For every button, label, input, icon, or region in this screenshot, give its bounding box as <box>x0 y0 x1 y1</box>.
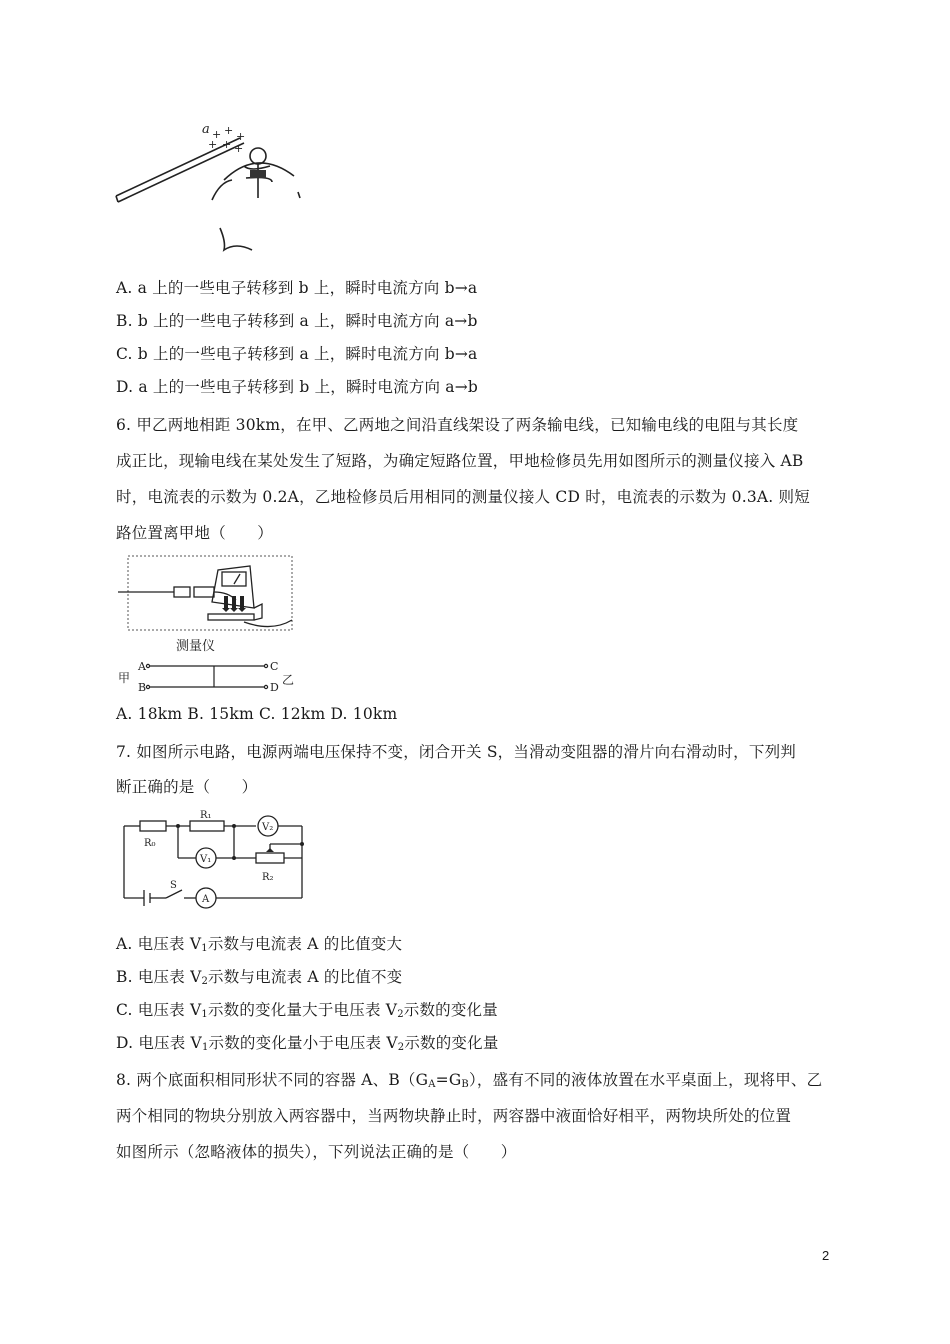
label-r0: R₀ <box>144 838 156 849</box>
q7-option-c-text-2: 示数的变化量大于电压表 V <box>207 1001 398 1019</box>
q7-option-d-text-3: 示数的变化量 <box>404 1034 499 1052</box>
label-v1: V₁ <box>200 854 212 865</box>
electroscope-figure <box>112 118 312 263</box>
q8-stem-line-3: 如图所示（忽略液体的损失），下列说法正确的是（ ） <box>116 1143 517 1161</box>
q7-option-a-text: A. 电压表 V <box>116 935 202 953</box>
svg-text:+: + <box>234 142 244 155</box>
q7-option-c-text: C. 电压表 V <box>116 1001 202 1019</box>
q5-option-c: C. b 上的一些电子转移到 a 上，瞬时电流方向 b→a <box>116 345 478 363</box>
q8-stem-line-2: 两个相同的物块分别放入两容器中，当两物块静止时，两容器中液面恰好相平，两物块所处的位置 <box>116 1107 792 1125</box>
svg-text:+: + <box>236 130 246 143</box>
label-jia: 甲 <box>118 671 131 685</box>
q7-option-a-sub: 1 <box>201 943 208 954</box>
q7-option-c-text-3: 示数的变化量 <box>403 1001 498 1019</box>
q7-stem-line-1: 7. 如图所示电路，电源两端电压保持不变，闭合开关 S，当滑动变阻器的滑片向右滑动时，下列判 <box>116 743 796 761</box>
svg-text:+: + <box>208 138 218 151</box>
label-r2: R₂ <box>262 872 274 883</box>
charge-label-a: a <box>202 122 210 137</box>
q7-option-c-sub: 1 <box>201 1009 208 1020</box>
measuring-instrument-figure <box>112 552 302 700</box>
circuit-figure <box>116 806 316 914</box>
q7-option-a <box>116 932 402 954</box>
q7-option-d <box>116 1031 499 1053</box>
label-ammeter: A <box>202 894 210 905</box>
terminal-label-c: C <box>270 660 279 673</box>
q7-option-b-sub: 2 <box>201 976 209 987</box>
q6-stem-line-4: 路位置离甲地（ ） <box>116 524 274 542</box>
q6-stem-line-2: 成正比，现输电线在某处发生了短路，为确定短路位置，甲地检修员先用如图所示的测量仪接入 AB <box>116 452 804 470</box>
q7-option-d-sub-2: 2 <box>397 1042 405 1053</box>
q8-line1-text: 8. 两个底面积相同形状不同的容器 A、B（G <box>116 1071 429 1089</box>
q7-option-c-sub-2: 2 <box>397 1009 404 1020</box>
q5-option-d: D. a 上的一些电子转移到 b 上，瞬时电流方向 a→b <box>116 378 479 396</box>
q8-line1-text-3: ），盛有不同的液体放置在水平桌面上，现将甲、乙 <box>468 1071 823 1089</box>
q7-option-d-text-2: 示数的变化量小于电压表 V <box>208 1034 398 1052</box>
q8-sub-a: A <box>428 1079 436 1090</box>
label-yi: 乙 <box>282 673 295 687</box>
q8-line1-text-2: =G <box>435 1071 462 1089</box>
terminal-label-b: B <box>138 681 147 694</box>
q8-stem-line-1 <box>116 1068 822 1090</box>
q7-option-d-sub: 1 <box>201 1042 209 1053</box>
q7-stem-line-2: 断正确的是（ ） <box>116 778 258 796</box>
q7-option-b <box>116 965 402 987</box>
q6-options: A. 18km B. 15km C. 12km D. 10km <box>116 705 398 723</box>
svg-text:+: + <box>224 124 234 137</box>
label-v2: V₂ <box>262 822 274 833</box>
svg-text:+: + <box>212 128 222 141</box>
q6-stem-line-1: 6. 甲乙两地相距 30km，在甲、乙两地之间沿直线架设了两条输电线，已知输电线的电阻与其长度 <box>116 416 799 434</box>
q5-option-a: A. a 上的一些电子转移到 b 上，瞬时电流方向 b→a <box>116 279 478 297</box>
q7-option-d-text: D. 电压表 V <box>116 1034 202 1052</box>
q7-option-a-text-2: 示数与电流表 A 的比值变大 <box>207 935 403 953</box>
page-number: 2 <box>822 1248 830 1263</box>
terminal-label-d: D <box>270 681 279 694</box>
svg-text:+: + <box>222 138 232 151</box>
q6-stem-line-3: 时，电流表的示数为 0.2A，乙地检修员后用相同的测量仪接人 CD 时，电流表的示数为 0.3A. 则短 <box>116 488 810 506</box>
q7-option-b-text: B. 电压表 V <box>116 968 202 986</box>
q7-option-b-text-2: 示数与电流表 A 的比值不变 <box>208 968 403 986</box>
label-r1: R₁ <box>200 810 212 821</box>
instrument-caption: 测量仪 <box>176 639 216 654</box>
label-switch: S <box>170 880 177 891</box>
q7-option-c <box>116 998 498 1020</box>
q8-sub-b: B <box>461 1079 469 1090</box>
q5-option-b: B. b 上的一些电子转移到 a 上，瞬时电流方向 a→b <box>116 312 478 330</box>
terminal-label-a: A <box>138 660 146 673</box>
